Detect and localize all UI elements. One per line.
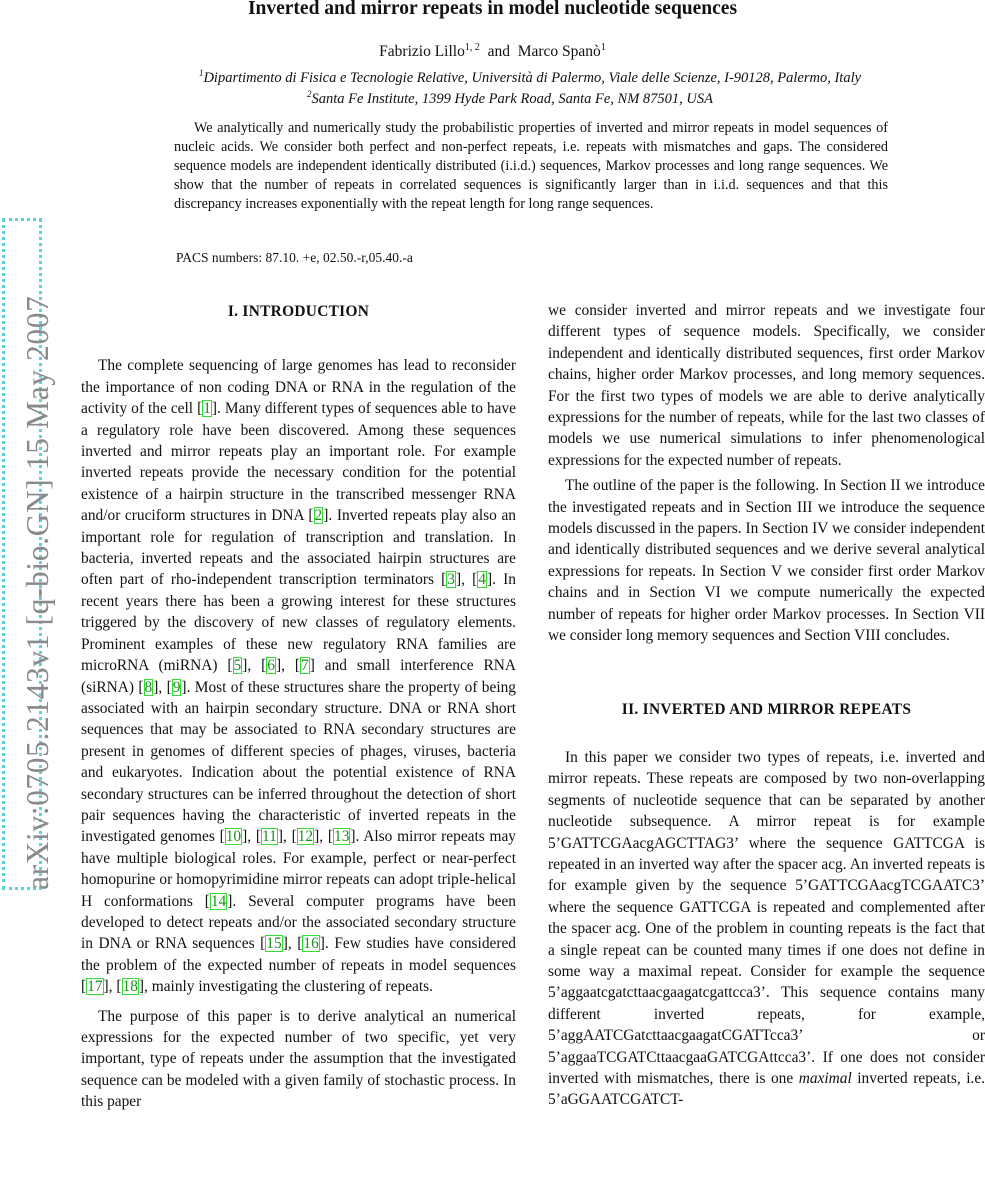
intro-paragraph-1: The complete sequencing of large genomes has lead to reconsider the importance of non coding DNA or RNA in the regulation of the activity of the cell [1]. Many different types of sequences able to have a regulatory role have been discovered. Among these sequences inverted and mirror repeats play an important role. For example inverted repeats provide the necessary condition for the potential existence of a hairpin structure in the transcribed messenger RNA and/or cruciform structures in DNA [2]. Inverted repeats play also an important role for regulation of transcription and translation. In bacteria, inverted repeats and the associated hairpin structures are often part of rho-independent transcription terminators [3], [4]. In recent years there has been a growing interest for these structures triggered by the discovery of new classes of regulatory elements. Prominent examples of these new regulatory RNA families are microRNA (miRNA) [5], [6], [7] and small interference RNA (siRNA) [8], [9]. Most of these structures share the property of being associated with an hairpin secondary structure. DNA or RNA short sequences that may be associated to RNA secondary structures are present in genomes of different species of phages, viruses, bacteria and eukaryotes. Indication about the potential existence of RNA secondary structures can be inferred throughout the detection of short pair sequences having the characteristic of inverted repeats in the investigated genomes [10], [11], [12], [13]. Also mirror repeats may have multiple biological roles. For example, perfect or near-perfect homopurine or homopyrimidine mirror repeats can adopt triple-helical H conformations [14]. Several computer programs have been developed to detect repeats and/or the associated secondary structure in DNA or RNA sequences [15], [16]. Few studies have considered the problem of the expected number of repeats in model sequences [17], [18], mainly investigating the clustering of repeats. (81, 357, 517, 996)
repeats-text-b: inverted repeats, i.e. 5’aGGAATCGATCT- (548, 1070, 985, 1109)
author-2-affil: 1 (600, 42, 606, 53)
affiliation-1-text: Dipartimento di Fisica e Tecnologie Relative, Università di Palermo, Viale delle Scienze, I-90128, Palermo, Italy (203, 69, 862, 86)
right-column (548, 300, 985, 1111)
intro-text-segment: , (461, 571, 473, 589)
intro-text-segment: , (319, 828, 328, 846)
intro-text-segment: , (247, 828, 256, 846)
citation-link[interactable]: 2 (314, 507, 323, 525)
author-1-affil: 1, 2 (464, 42, 480, 53)
citation-link[interactable]: 8 (144, 678, 153, 696)
pacs-numbers: PACS numbers: 87.10. +e, 02.50.-r,05.40.-a (176, 250, 413, 265)
citation-link[interactable]: 15 (266, 935, 282, 953)
citation-link[interactable]: 10 (225, 828, 242, 846)
intro-paragraph-3: we consider inverted and mirror repeats and we investigate four different types of sequence models. Specifically, we consider independent and identically distributed sequences, first order Markov chains, higher order Markov processes, and long memory sequences. For the first two types of models we are able to derive analytically expressions for the number of repeats, while for the last two classes of models we use numerical simulations to infer phenomenological expressions for the expected number of repeats. (548, 302, 985, 469)
repeats-paragraph-1 (548, 747, 985, 1111)
paper-title: Inverted and mirror repeats in model nucleotide sequences (247, 0, 738, 19)
intro-text-segment: , (158, 678, 167, 696)
repeats-text-italic: maximal (798, 1070, 852, 1087)
affiliation-1-mark: 1 (198, 68, 204, 78)
affiliation-2-mark: 2 (306, 89, 312, 99)
citation-link[interactable]: 3 (447, 571, 455, 589)
arxiv-identifier[interactable]: arXiv:0705.2143v1 [q-bio.GN] 15 May 2007 (20, 295, 55, 890)
intro-text-segment: The complete sequencing of large genomes has lead to reconsider the importance of non coding DNA or RNA in the regulation of the activity of the cell (81, 357, 516, 418)
intro-paragraph-4: The outline of the paper is the following. In Section II we introduce the investigated repeats and in Section III we introduce the sequence models discussed in the papers. In Section IV we consider independent and identically distributed sequences and we derive several analytical expressions for repeats. In Section V we consider first order Markov chains and in Section VI we compute numerically the expected number of repeats for higher order Markov processes. In Section VII we consider long memory sequences and Section VIII concludes. (548, 477, 985, 645)
author-1: Fabrizio Lillo (379, 43, 465, 61)
citation-link[interactable]: 14 (210, 892, 227, 910)
citation-link[interactable]: 16 (303, 935, 319, 953)
citation-link[interactable]: 17 (87, 978, 103, 996)
abstract: We analytically and numerically study the probabilistic properties of inverted and mirror repeats in model sequences of nucleic acids. We consider both perfect and non-perfect repeats, i.e. repeats with mismatches and gaps. The considered sequence models are independent identically distributed (i.i.d.) sequences, Markov processes and long range sequences. We show that the number of repeats in correlated sequences is significantly larger than in i.i.d. sequences and that this discrepancy increases exponentially with the repeat length for long range sequences. (174, 120, 888, 212)
citation-link[interactable]: 9 (172, 678, 181, 696)
citation-link[interactable]: 6 (267, 657, 275, 675)
section-heading-introduction: I. INTRODUCTION (227, 303, 370, 320)
citation-link[interactable]: 18 (122, 978, 138, 996)
affiliation-1 (0, 68, 985, 87)
author-line (0, 42, 985, 61)
author-2: Marco Spanò (517, 43, 601, 61)
intro-text-segment: . Many different types of sequences able to have a regulatory role have been discovered. Among these sequences inverted and mirror repeats play an important role. For example inverted repeats provide the necessary condition for the potential existence of a hairpin structure in the transcribed messenger RNA and/or cruciform structures in DNA (81, 400, 516, 525)
citation-link[interactable]: 1 (203, 400, 211, 418)
citation-link[interactable]: 13 (334, 828, 350, 846)
intro-text-segment: , (247, 657, 262, 675)
intro-text-segment: , (108, 978, 117, 996)
intro-text-segment: , (282, 828, 292, 846)
intro-paragraph-2: The purpose of this paper is to derive analytical an numerical expressions for the expected number of two specific, yet very important, type of repeats under the assumption that the investigated sequence can be modeled with a given family of stochastic process. In this paper (81, 1007, 516, 1111)
section-heading-repeats: II. INVERTED AND MIRROR REPEATS (621, 700, 912, 718)
citation-link[interactable]: 5 (233, 657, 242, 675)
intro-text-segment: , mainly investigating the clustering of repeats. (144, 978, 433, 996)
citation-link[interactable]: 11 (262, 828, 277, 846)
intro-text-segment: , (287, 935, 298, 953)
affiliation-2 (0, 89, 985, 108)
intro-text-segment: . In recent years there has been a growing interest for these structures triggered by the discovery of new classes of regulatory elements. Prominent examples of these new regulatory RNA families are microRNA (miRNA) (81, 571, 516, 675)
left-column (81, 300, 516, 1113)
intro-text-segment: . Most of these structures share the property of being associated with an hairpin secondary structure. DNA or RNA short sequences that may be associated to RNA secondary structures are present in genomes of different species of phages, viruses, bacteria and eukaryotes. Indication about the potential existence of RNA secondary structures can be inferred throughout the detection of short pair sequences having the characteristic of inverted repeats in the investigated genomes (81, 678, 517, 846)
affiliation-2-text: Santa Fe Institute, 1399 Hyde Park Road, Santa Fe, NM 87501, USA (311, 90, 713, 107)
author-and: and (487, 43, 510, 61)
intro-text-segment: . Few studies have considered the problem of the expected number of repeats in model sequences (81, 935, 517, 974)
repeats-text-a: In this paper we consider two types of repeats, i.e. inverted and mirror repeats. These repeats are composed by two non-overlapping segments of nucleotide sequence that can be separated by another nucleotide subsequence. A mirror repeat is for example 5’GATTCGAacgAGCTTAG3’ where the sequence GATTCGA is repeated in an inverted way after the spacer acg. An inverted repeats is for example given by the sequence 5’GATTCGAacgTCGAATC3’ where the sequence GATTCGA is repeated and complemented after the spacer acg. One of the problem in counting repeats is the fact that a single repeat can be counted many times if one does not define in some way a maximal repeat. Consider for example the sequence 5’aggaatcgatcttaacgaagatcgattcca3’. This sequence contains many different inverted repeats, for example, 5’aggAATCGatcttaacgaagatCGATTcca3’ or 5’aggaaTCGATCttaacgaaGATCGAttcca3’. If one does not consider inverted with mismatches, there is one (548, 748, 985, 1087)
intro-text-segment: . Several computer programs have been developed to detect repeats and/or the associated secondary structure in DNA or RNA sequences (81, 892, 516, 953)
citation-link[interactable]: 12 (297, 828, 314, 846)
citation-link[interactable]: 7 (301, 657, 309, 675)
intro-text-segment: . Also mirror repeats may have multiple biological roles. For example, perfect or near-perfect homopurine or homopyrimidine mirror repeats can adopt triple-helical H conformations (81, 828, 517, 910)
intro-text-segment: , (281, 657, 295, 675)
intro-text-segment: and small interference RNA (siRNA) (81, 657, 517, 696)
intro-text-segment: . Inverted repeats play also an important role for regulation of transcription and translation. In bacteria, inverted repeats and the associated hairpin structures are often part of rho-independent transcription terminators (81, 507, 516, 589)
citation-link[interactable]: 4 (478, 571, 486, 589)
